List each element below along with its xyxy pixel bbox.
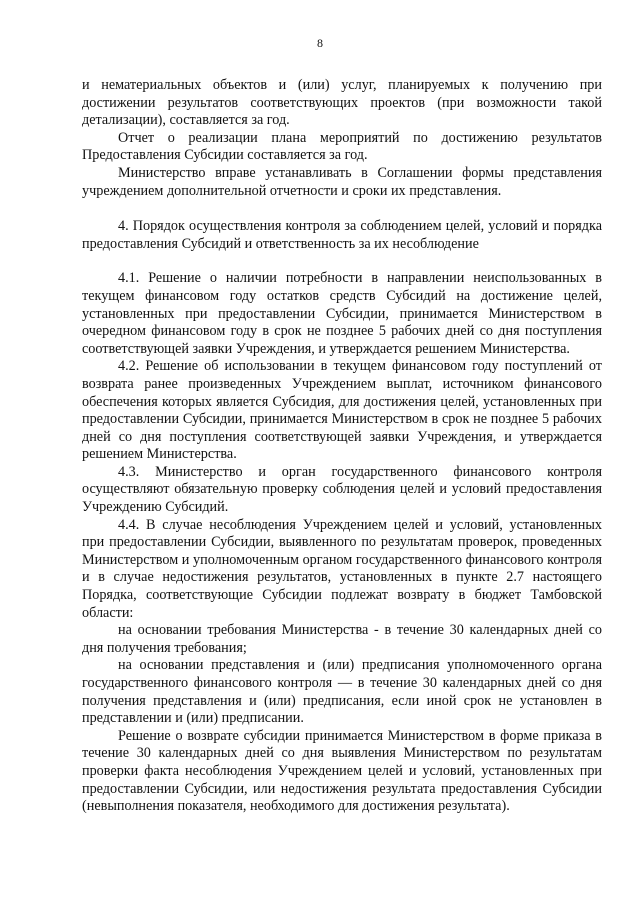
page-number: 8	[317, 36, 323, 50]
clause-4-4-ministry-demand: на основании требования Министерства - в течение 30 календарных дней со дня получения требования;	[82, 622, 602, 656]
clause-4-4: 4.4. В случае несоблюдения Учреждением целей и условий, установленных при предоставлении Субсидии, выявленного по результатам проверок, проведенных Министерством и уполномоченным органом государственного финансового контроля и в случае недостижения результатов, установленных в пункте 2.7 настоящего Порядка, соответствующие Субсидии подлежат возврату в бюджет Тамбовской области:	[82, 516, 602, 621]
section-heading: 4. Порядок осуществления контроля за соблюдением целей, условий и порядка предоставления Субсидий и ответственность за их несоблюдение	[82, 218, 602, 252]
paragraph-agreement: Министерство вправе устанавливать в Соглашении формы представления учреждением дополнительной отчетности и сроки их представления.	[82, 164, 602, 199]
clause-4-4-control-order: на основании представления и (или) предписания уполномоченного органа государственного финансового контроля — в течение 30 календарных дней со дня получения представления и (или) предписания, если иной срок не установлен в представлении и (или) предписании.	[82, 657, 602, 727]
clause-return-decision: Решение о возврате субсидии принимается Министерством в форме приказа в течение 30 календарных дней со дня выявления Министерством по результатам проверки факта несоблюдения Учреждением целей и условий, установленных при предоставлении Субсидии, или недостижения результата предоставления Субсидии (невыполнения показателя, необходимого для достижения результата).	[82, 727, 602, 815]
clause-4-3: 4.3. Министерство и орган государственного финансового контроля осуществляют обязательную проверку соблюдения целей и условий предоставления Учреждению Субсидий.	[82, 463, 602, 516]
paragraph-report: Отчет о реализации плана мероприятий по достижению результатов Предоставления Субсидии составляется за год.	[82, 129, 602, 164]
paragraph-continuation: и нематериальных объектов и (или) услуг, планируемых к получению при достижении результатов соответствующих проектов (при возможности такой детализации), составляется за год.	[82, 77, 602, 129]
document-body	[82, 77, 602, 816]
clause-4-1: 4.1. Решение о наличии потребности в направлении неиспользованных в текущем финансовом году остатков средств Субсидий на достижение целей, установленных при предоставлении Субсидии, принимается Министерством в очередном финансовом году в срок не позднее 5 рабочих дней со дня поступления соответствующей заявки Учреждения, и утверждается решением Министерства.	[82, 270, 602, 357]
clause-4-2: 4.2. Решение об использовании в текущем финансовом году поступлений от возврата ранее произведенных Учреждением выплат, источником финансового обеспечения которых является Субсидия, для достижения целей, установленных при предоставлении Субсидии, принимается Министерством в срок не позднее 5 рабочих дней со дня поступления соответствующей заявки Учреждения, и утверждается решением Министерства.	[82, 358, 602, 463]
